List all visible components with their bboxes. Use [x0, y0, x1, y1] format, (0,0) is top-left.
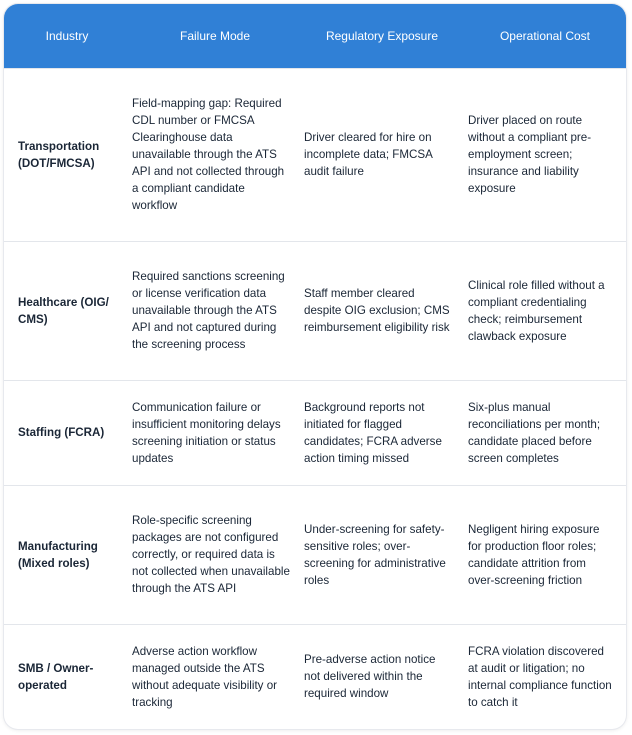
failure-mode-cell: Role-specific screening packages are not configured correctly, or required data is not collected when unavailable through the ATS API — [130, 485, 300, 624]
table-row — [4, 68, 626, 241]
table-row — [4, 380, 626, 485]
header-failure-mode: Failure Mode — [179, 28, 251, 43]
failure-mode-cell: Adverse action workflow managed outside the ATS without adequate visibility or tracking — [130, 624, 300, 729]
regulatory-exposure-cell: Driver cleared for hire on incomplete data; FMCSA audit failure — [300, 68, 464, 241]
failure-mode-cell: Communication failure or insufficient monitoring delays screening initiation or status updates — [130, 380, 300, 485]
industry-cell: SMB / Owner-operated — [4, 624, 130, 729]
operational-cost-cell: Six-plus manual reconciliations per month; candidate placed before screen completes — [464, 380, 626, 485]
comparison-table-card — [4, 4, 626, 729]
operational-cost-cell: Driver placed on route without a compliant pre-employment screen; insurance and liability exposure — [464, 68, 626, 241]
industry-risk-table — [4, 4, 626, 729]
industry-cell: Healthcare (OIG/ CMS) — [4, 241, 130, 380]
industry-cell: Manufacturing (Mixed roles) — [4, 485, 130, 624]
operational-cost-cell: Clinical role filled without a compliant credentialing check; reimbursement clawback exposure — [464, 241, 626, 380]
industry-cell: Transportation (DOT/FMCSA) — [4, 68, 130, 241]
header-operational-cost: Operational Cost — [499, 28, 591, 43]
regulatory-exposure-cell: Pre-adverse action notice not delivered within the required window — [300, 624, 464, 729]
failure-mode-cell: Required sanctions screening or license verification data unavailable through the ATS API and not captured during the screening process — [130, 241, 300, 380]
failure-mode-cell: Field-mapping gap: Required CDL number or FMCSA Clearinghouse data unavailable through the ATS API and not collected through a compliant candidate workflow — [130, 68, 300, 241]
operational-cost-cell: FCRA violation discovered at audit or litigation; no internal compliance function to catch it — [464, 624, 626, 729]
operational-cost-cell: Negligent hiring exposure for production floor roles; candidate attrition from over-screening friction — [464, 485, 626, 624]
regulatory-exposure-cell: Under-screening for safety-sensitive roles; over-screening for administrative roles — [300, 485, 464, 624]
regulatory-exposure-cell: Background reports not initiated for flagged candidates; FCRA adverse action timing missed — [300, 380, 464, 485]
table-header-row — [4, 4, 626, 68]
table-row — [4, 624, 626, 729]
industry-cell: Staffing (FCRA) — [4, 380, 130, 485]
table-row — [4, 241, 626, 380]
regulatory-exposure-cell: Staff member cleared despite OIG exclusion; CMS reimbursement eligibility risk — [300, 241, 464, 380]
header-industry: Industry — [45, 28, 89, 43]
header-regulatory-exposure: Regulatory Exposure — [325, 28, 439, 43]
table-row — [4, 485, 626, 624]
